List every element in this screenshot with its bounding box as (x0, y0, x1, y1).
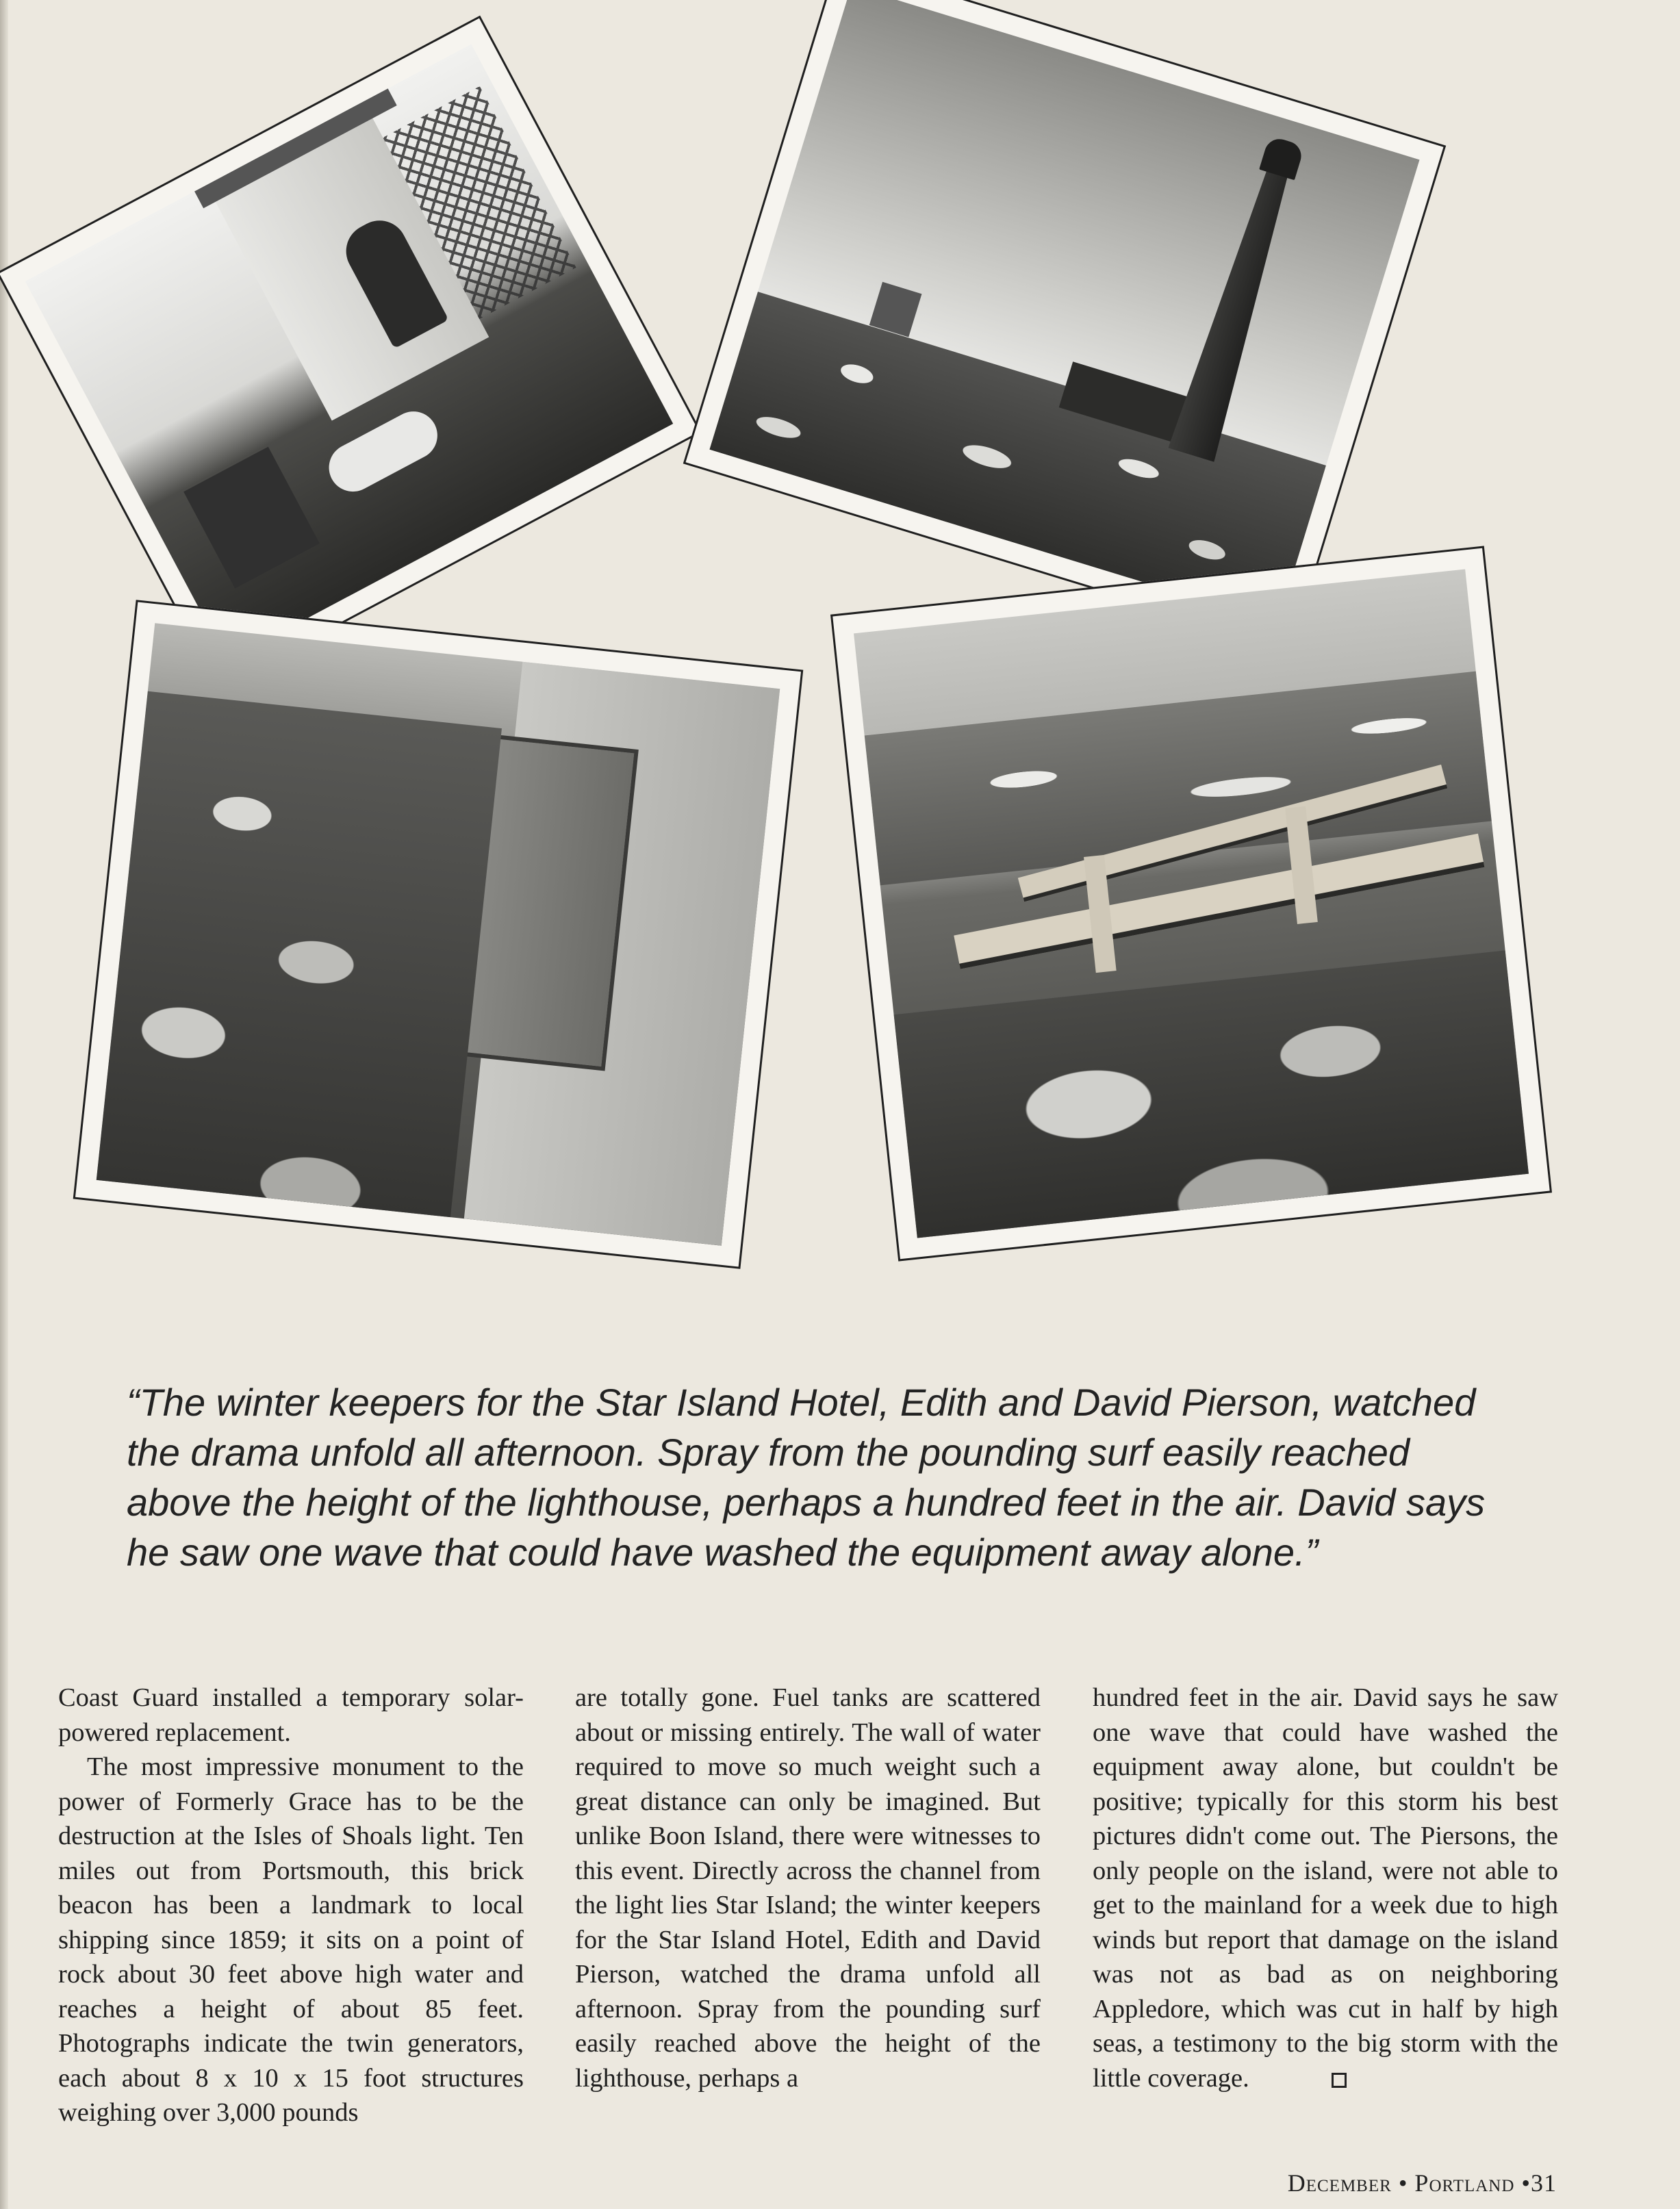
foreground-rocks (894, 950, 1529, 1238)
page-number: 31 (1531, 2169, 1557, 2197)
text-column-2 (575, 1681, 1041, 2095)
lighthouse-tower (1168, 160, 1302, 462)
tumbled-rocks (97, 691, 502, 1246)
end-mark-icon (1332, 2073, 1347, 2088)
photo-door-and-rocks (73, 600, 804, 1269)
folio-separator: • (1398, 2169, 1408, 2197)
photo-wooden-frame-on-rocks (830, 546, 1552, 1261)
binding-edge (0, 0, 8, 2209)
paragraph: Coast Guard installed a temporary solar-powered replacement. (58, 1683, 524, 1747)
paragraph: The most impressive monument to the power of Formerly Grace has to be the destruction at the Isles of Shoals light. Ten miles out from Portsmouth, this brick beacon has been a landmark to local shipping since 1859; it sits on a point of rock about 30 feet above high water and reaches a height of about 85 feet. Photographs indicate the twin generators, each about 8 x 10 x 15 foot structures weighing over 3,000 pounds (58, 1752, 524, 2127)
pull-quote: “The winter keepers for the Star Island Hotel, Edith and David Pierson, watched the drama unfold all afternoon. Spray from the pounding surf easily reached above the height of the lighthouse, perhaps a hundred feet in the air. David says he saw one wave that could have washed the equipment away alone.” (127, 1381, 1486, 1574)
page-folio (1288, 2169, 1557, 2197)
text-column-1 (58, 1681, 524, 2130)
equipment-box (183, 447, 320, 589)
paragraph: are totally gone. Fuel tanks are scattered about or missing entirely. The wall of water required to move so much weight such a great distance can only be imagined. But unlike Boon Island, there were witnesses to this event. Directly across the channel from the light lies Star Island; the winter keepers for the Star Island Hotel, Edith and David Pierson, watched the drama unfold all afternoon. Spray from the pounding surf easily reached above the height of the lighthouse, perhaps a (575, 1683, 1041, 2093)
folio-magazine: Portland (1414, 2169, 1515, 2197)
paragraph (1093, 1681, 1558, 2095)
folio-month: December (1287, 2169, 1392, 2197)
tarp (320, 403, 446, 500)
photo-lighthouse-tower (683, 0, 1446, 650)
paragraph-text: hundred feet in the air. David says he saw one wave that could have washed the equipment away alone, but couldn't be positive; typically for this storm his best pictures didn't come out. The Piersons, the only people on the island, were not able to get to the mainland for a week due to high winds but report that damage on the island was not as bad as on neighboring Appledore, which was cut in half by high seas, a testimony to the big storm with the little coverage. (1093, 1683, 1558, 2093)
photo-lighthouse-building (0, 16, 702, 690)
folio-separator: • (1521, 2169, 1531, 2197)
text-column-3 (1093, 1681, 1558, 2095)
